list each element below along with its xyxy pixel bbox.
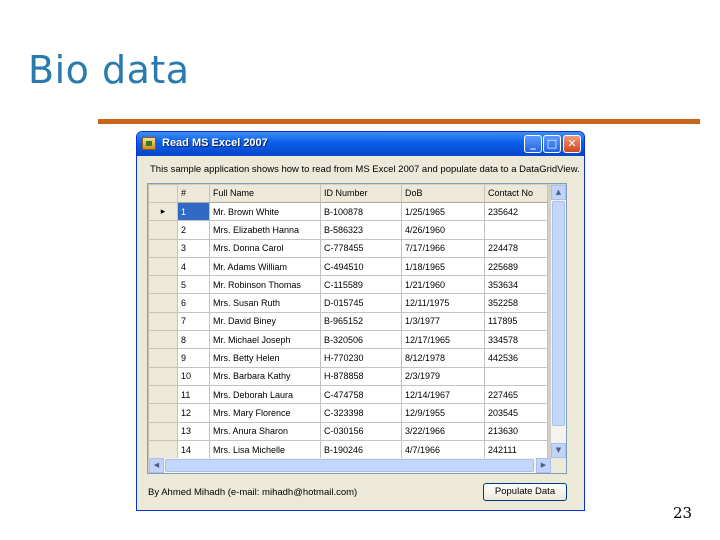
vertical-scroll-thumb[interactable] bbox=[552, 201, 565, 426]
table-row[interactable] bbox=[149, 404, 548, 422]
slide-title: Bio data bbox=[28, 48, 190, 92]
cell-id-number[interactable]: B-965152 bbox=[321, 312, 402, 330]
app-window bbox=[136, 131, 585, 511]
cell-contact-no[interactable]: 242111 bbox=[485, 440, 548, 458]
table-row[interactable] bbox=[149, 385, 548, 403]
window-title: Read MS Excel 2007 bbox=[162, 137, 268, 149]
cell-full-name[interactable]: Mrs. Mary Florence bbox=[210, 404, 321, 422]
cell-full-name[interactable]: Mrs. Barbara Kathy bbox=[210, 367, 321, 385]
cell-number[interactable]: 13 bbox=[178, 422, 210, 440]
cell-id-number[interactable]: C-778455 bbox=[321, 239, 402, 257]
cell-number[interactable]: 12 bbox=[178, 404, 210, 422]
cell-number[interactable]: 11 bbox=[178, 385, 210, 403]
row-header-cell[interactable] bbox=[149, 349, 178, 367]
cell-full-name[interactable]: Mr. Brown White bbox=[210, 203, 321, 221]
row-header-cell[interactable] bbox=[149, 257, 178, 275]
cell-id-number[interactable]: C-323398 bbox=[321, 404, 402, 422]
title-divider bbox=[98, 119, 700, 124]
cell-full-name[interactable]: Mrs. Lisa Michelle bbox=[210, 440, 321, 458]
cell-full-name[interactable]: Mr. Michael Joseph bbox=[210, 331, 321, 349]
row-header-cell[interactable] bbox=[149, 294, 178, 312]
scroll-right-arrow-icon[interactable]: ▶ bbox=[536, 458, 551, 473]
populate-data-button[interactable]: Populate Data bbox=[483, 483, 567, 501]
cell-id-number[interactable]: B-586323 bbox=[321, 221, 402, 239]
cell-number[interactable]: 8 bbox=[178, 331, 210, 349]
cell-dob[interactable]: 12/17/1965 bbox=[402, 331, 485, 349]
cell-id-number[interactable]: C-494510 bbox=[321, 257, 402, 275]
row-header-cell[interactable] bbox=[149, 331, 178, 349]
cell-number[interactable]: 4 bbox=[178, 257, 210, 275]
vertical-scrollbar[interactable] bbox=[551, 185, 566, 458]
scrollbar-corner bbox=[551, 458, 566, 473]
cell-id-number[interactable]: C-030156 bbox=[321, 422, 402, 440]
table-row[interactable] bbox=[149, 349, 548, 367]
cell-number[interactable]: 1 bbox=[178, 203, 210, 221]
cell-contact-no[interactable]: 224478 bbox=[485, 239, 548, 257]
minimize-button[interactable]: _ bbox=[524, 135, 542, 153]
table-row[interactable] bbox=[149, 312, 548, 330]
cell-full-name[interactable]: Mrs. Elizabeth Hanna bbox=[210, 221, 321, 239]
data-grid-view[interactable] bbox=[147, 183, 567, 474]
table-row[interactable] bbox=[149, 440, 548, 458]
cell-id-number[interactable]: H-878858 bbox=[321, 367, 402, 385]
table-row[interactable] bbox=[149, 294, 548, 312]
header-row bbox=[149, 185, 548, 203]
column-header-full-name[interactable]: Full Name bbox=[210, 185, 321, 203]
horizontal-scroll-thumb[interactable] bbox=[165, 459, 534, 472]
cell-dob[interactable]: 1/21/1960 bbox=[402, 276, 485, 294]
cell-full-name[interactable]: Mrs. Betty Helen bbox=[210, 349, 321, 367]
cell-contact-no[interactable]: 353634 bbox=[485, 276, 548, 294]
cell-contact-no[interactable]: 203545 bbox=[485, 404, 548, 422]
cell-number[interactable]: 14 bbox=[178, 440, 210, 458]
close-button[interactable]: ✕ bbox=[563, 135, 581, 153]
data-table bbox=[148, 184, 548, 459]
column-header-number[interactable]: # bbox=[178, 185, 210, 203]
cell-dob[interactable]: 3/22/1966 bbox=[402, 422, 485, 440]
cell-dob[interactable]: 8/12/1978 bbox=[402, 349, 485, 367]
table-row[interactable] bbox=[149, 367, 548, 385]
row-header-cell[interactable] bbox=[149, 239, 178, 257]
cell-dob[interactable]: 4/7/1966 bbox=[402, 440, 485, 458]
cell-full-name[interactable]: Mr. David Biney bbox=[210, 312, 321, 330]
cell-full-name[interactable]: Mr. Robinson Thomas bbox=[210, 276, 321, 294]
table-row[interactable] bbox=[149, 221, 548, 239]
cell-number[interactable]: 9 bbox=[178, 349, 210, 367]
table-row[interactable] bbox=[149, 276, 548, 294]
cell-contact-no[interactable]: 352258 bbox=[485, 294, 548, 312]
column-header-dob[interactable]: DoB bbox=[402, 185, 485, 203]
cell-number[interactable]: 2 bbox=[178, 221, 210, 239]
page-number: 23 bbox=[673, 504, 693, 522]
row-header-cell[interactable] bbox=[149, 312, 178, 330]
cell-id-number[interactable]: C-115589 bbox=[321, 276, 402, 294]
cell-number[interactable]: 10 bbox=[178, 367, 210, 385]
column-header-contact-no[interactable]: Contact No bbox=[485, 185, 548, 203]
cell-id-number[interactable]: H-770230 bbox=[321, 349, 402, 367]
cell-full-name[interactable]: Mrs. Deborah Laura bbox=[210, 385, 321, 403]
cell-id-number[interactable]: C-474758 bbox=[321, 385, 402, 403]
cell-contact-no[interactable]: 227465 bbox=[485, 385, 548, 403]
current-row-indicator-icon[interactable]: ▸ bbox=[149, 203, 178, 221]
cell-dob[interactable]: 4/26/1960 bbox=[402, 221, 485, 239]
cell-contact-no[interactable]: 334578 bbox=[485, 331, 548, 349]
cell-number[interactable]: 5 bbox=[178, 276, 210, 294]
cell-dob[interactable]: 7/17/1966 bbox=[402, 239, 485, 257]
cell-full-name[interactable]: Mrs. Susan Ruth bbox=[210, 294, 321, 312]
corner-header-cell[interactable] bbox=[149, 185, 178, 203]
row-header-cell[interactable] bbox=[149, 276, 178, 294]
window-titlebar[interactable] bbox=[137, 132, 584, 156]
cell-number[interactable]: 3 bbox=[178, 239, 210, 257]
author-credit: By Ahmed Mihadh (e-mail: mihadh@hotmail.com) bbox=[148, 487, 358, 498]
table-row[interactable] bbox=[149, 203, 548, 221]
cell-full-name[interactable]: Mrs. Anura Sharon bbox=[210, 422, 321, 440]
cell-id-number[interactable]: D-015745 bbox=[321, 294, 402, 312]
cell-dob[interactable]: 12/11/1975 bbox=[402, 294, 485, 312]
cell-dob[interactable]: 1/18/1965 bbox=[402, 257, 485, 275]
scroll-down-arrow-icon[interactable]: ▼ bbox=[551, 443, 566, 458]
table-row[interactable] bbox=[149, 331, 548, 349]
cell-contact-no[interactable]: 117895 bbox=[485, 312, 548, 330]
cell-contact-no[interactable]: 442536 bbox=[485, 349, 548, 367]
maximize-button[interactable]: □ bbox=[543, 135, 561, 153]
cell-id-number[interactable]: B-190246 bbox=[321, 440, 402, 458]
table-row[interactable] bbox=[149, 422, 548, 440]
column-header-id-number[interactable]: ID Number bbox=[321, 185, 402, 203]
cell-contact-no[interactable] bbox=[485, 221, 548, 239]
cell-dob[interactable]: 1/3/1977 bbox=[402, 312, 485, 330]
cell-contact-no[interactable]: 213630 bbox=[485, 422, 548, 440]
cell-contact-no[interactable]: 235642 bbox=[485, 203, 548, 221]
cell-number[interactable]: 7 bbox=[178, 312, 210, 330]
cell-contact-no[interactable]: 225689 bbox=[485, 257, 548, 275]
cell-id-number[interactable]: B-100878 bbox=[321, 203, 402, 221]
description-label: This sample application shows how to read from MS Excel 2007 and populate data to a DataGridView. bbox=[150, 164, 580, 175]
cell-dob[interactable]: 1/25/1965 bbox=[402, 203, 485, 221]
cell-id-number[interactable]: B-320506 bbox=[321, 331, 402, 349]
cell-dob[interactable]: 12/14/1967 bbox=[402, 385, 485, 403]
row-header-cell[interactable] bbox=[149, 385, 178, 403]
row-header-cell[interactable] bbox=[149, 440, 178, 458]
excel-app-icon bbox=[142, 137, 156, 150]
table-row[interactable] bbox=[149, 257, 548, 275]
cell-full-name[interactable]: Mrs. Donna Carol bbox=[210, 239, 321, 257]
row-header-cell[interactable] bbox=[149, 367, 178, 385]
horizontal-scrollbar[interactable] bbox=[149, 458, 551, 473]
cell-number[interactable]: 6 bbox=[178, 294, 210, 312]
scroll-left-arrow-icon[interactable]: ◀ bbox=[149, 458, 164, 473]
cell-full-name[interactable]: Mr. Adams William bbox=[210, 257, 321, 275]
row-header-cell[interactable] bbox=[149, 404, 178, 422]
cell-contact-no[interactable] bbox=[485, 367, 548, 385]
row-header-cell[interactable] bbox=[149, 422, 178, 440]
row-header-cell[interactable] bbox=[149, 221, 178, 239]
table-row[interactable] bbox=[149, 239, 548, 257]
cell-dob[interactable]: 2/3/1979 bbox=[402, 367, 485, 385]
scroll-up-arrow-icon[interactable]: ▲ bbox=[551, 185, 566, 200]
cell-dob[interactable]: 12/9/1955 bbox=[402, 404, 485, 422]
